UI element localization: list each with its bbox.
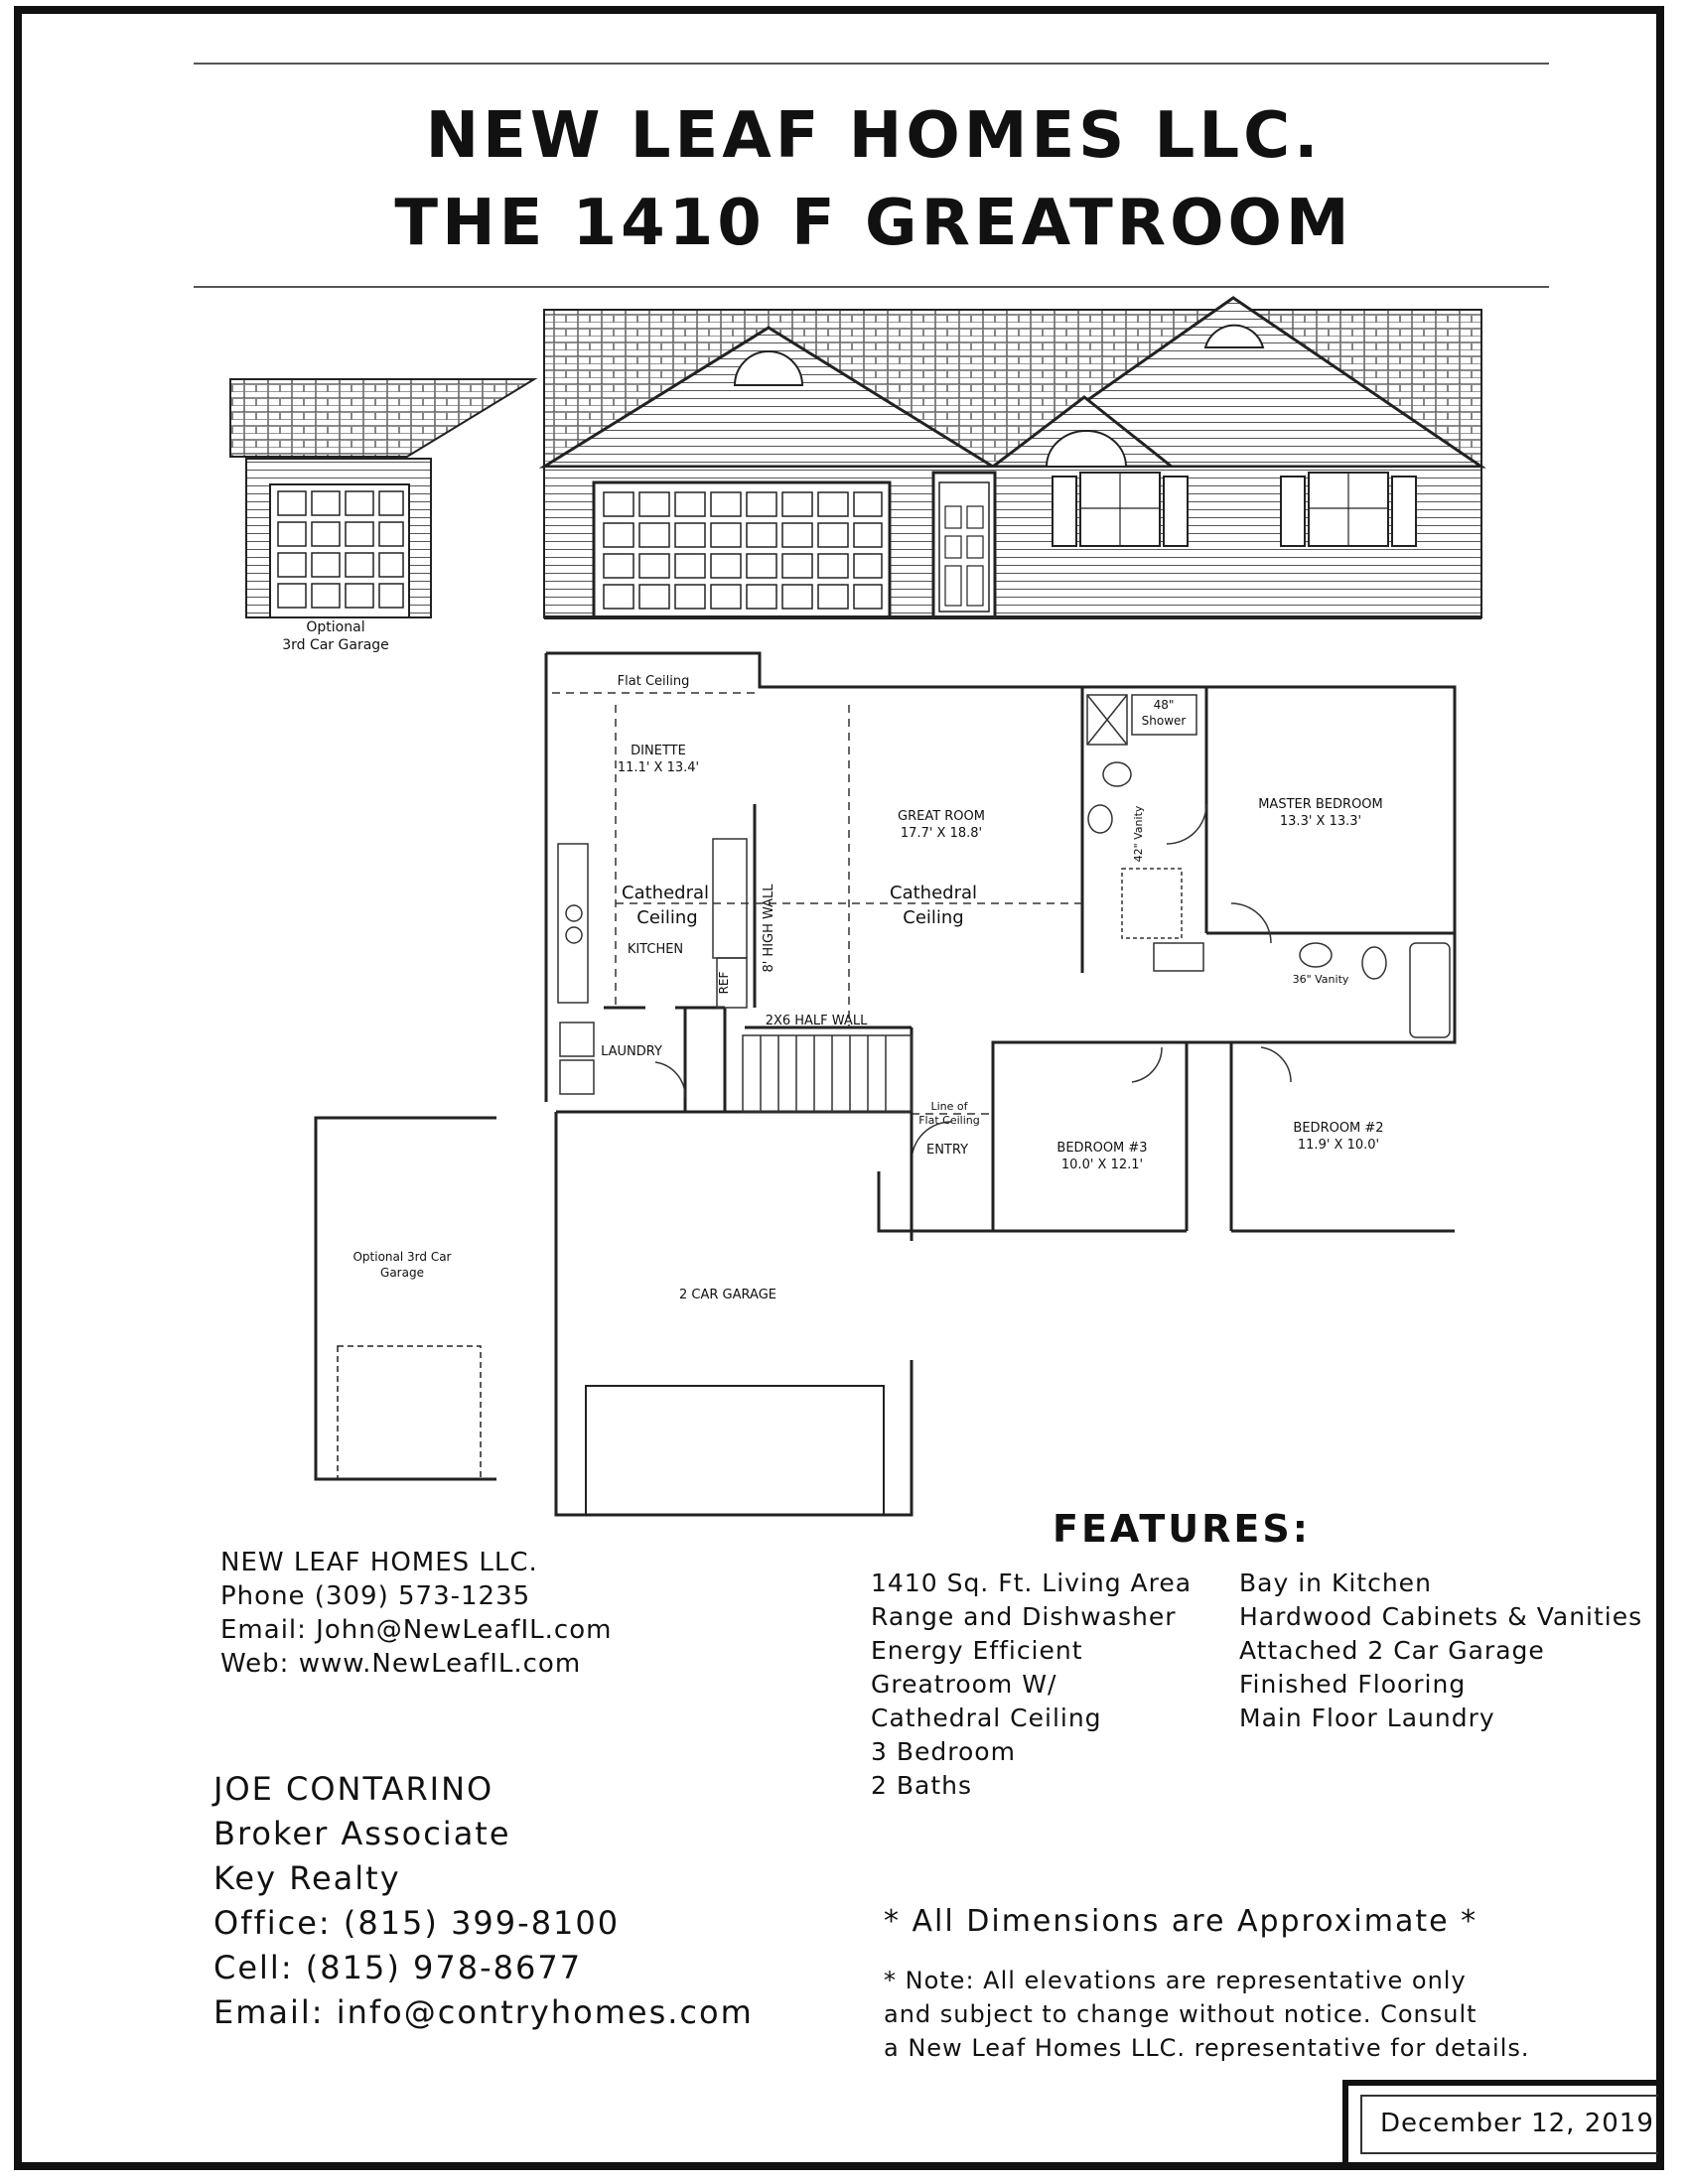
- bedroom-3-label: BEDROOM #3: [1056, 1141, 1148, 1156]
- agent-company: Key Realty: [213, 1859, 401, 1897]
- high-wall-label: 8' HIGH WALL: [762, 884, 776, 973]
- disclaimer-line: and subject to change without notice. Consult: [884, 2000, 1477, 2028]
- features-column-2: [1239, 1567, 1642, 1735]
- agent-role: Broker Associate: [213, 1815, 511, 1852]
- line-of-label: Line of: [930, 1100, 968, 1113]
- builder-phone: Phone (309) 573-1235: [220, 1581, 531, 1611]
- flat-ceiling-label: Flat Ceiling: [617, 674, 690, 689]
- vanity-36-label: 36" Vanity: [1292, 973, 1349, 986]
- feature-item: Bay in Kitchen: [1239, 1569, 1432, 1597]
- builder-contact: [220, 1546, 612, 1681]
- features-column-1: [871, 1567, 1192, 1803]
- optional-garage-label-2: Garage: [380, 1266, 424, 1280]
- floor-plan: [0, 645, 1688, 1539]
- builder-web: Web: www.NewLeafIL.com: [220, 1649, 582, 1679]
- feature-item: Attached 2 Car Garage: [1239, 1636, 1545, 1665]
- agent-name: JOE CONTARINO: [213, 1770, 494, 1808]
- front-elevation: [0, 288, 1688, 685]
- feature-item: Greatroom W/: [871, 1670, 1057, 1699]
- plan-title: THE 1410 F GREATROOM: [394, 187, 1353, 260]
- kitchen-label: KITCHEN: [627, 942, 684, 957]
- optional-garage-elevation: [230, 379, 534, 617]
- feature-item: Energy Efficient: [871, 1636, 1083, 1665]
- disclaimer-line: a New Leaf Homes LLC. representative for details.: [884, 2034, 1530, 2062]
- disclaimer-line: * Note: All elevations are representative only: [884, 1967, 1467, 1994]
- feature-item: 3 Bedroom: [871, 1737, 1016, 1766]
- dinette-label: DINETTE: [631, 744, 686, 758]
- dimensions-note: * All Dimensions are Approximate *: [884, 1904, 1478, 1939]
- date-label: December 12, 2019: [1360, 2095, 1658, 2154]
- feature-item: 2 Baths: [871, 1771, 972, 1800]
- agent-email: Email: info@contryhomes.com: [213, 1993, 754, 2031]
- dinette-dims: 11.1' X 13.4': [617, 760, 700, 775]
- great-room-label: GREAT ROOM: [898, 809, 985, 824]
- entry-label: ENTRY: [925, 1143, 969, 1158]
- bedroom-2-dims: 11.9' X 10.0': [1297, 1138, 1380, 1153]
- agent-office: Office: (815) 399-8100: [213, 1904, 621, 1942]
- elevation-3rd-car-label: 3rd Car Garage: [282, 637, 389, 653]
- line-of-flat-ceiling-label: Flat Ceiling: [918, 1114, 980, 1127]
- feature-item: Hardwood Cabinets & Vanities: [1239, 1602, 1643, 1631]
- vanity-42-label: 42" Vanity: [1132, 805, 1145, 863]
- feature-item: Range and Dishwasher: [871, 1602, 1177, 1631]
- optional-garage-label: Optional 3rd Car: [352, 1250, 452, 1264]
- feature-item: 1410 Sq. Ft. Living Area: [871, 1569, 1193, 1597]
- kitchen-cathedral-label: Cathedral: [622, 883, 709, 903]
- bedroom-3-dims: 10.0' X 12.1': [1060, 1158, 1144, 1172]
- greatroom-cathedral-label: Cathedral: [890, 883, 977, 903]
- master-bedroom-label: MASTER BEDROOM: [1258, 797, 1383, 812]
- agent-contact: [213, 1767, 754, 2035]
- shower-size-label: 48": [1153, 698, 1175, 712]
- builder-name: NEW LEAF HOMES LLC.: [220, 1548, 538, 1577]
- greatroom-ceiling-label: Ceiling: [903, 907, 964, 928]
- great-room-dims: 17.7' X 18.8': [900, 826, 983, 841]
- builder-email: Email: John@NewLeafIL.com: [220, 1615, 613, 1645]
- feature-item: Finished Flooring: [1239, 1670, 1467, 1699]
- features-heading: FEATURES:: [1053, 1507, 1311, 1551]
- elevation-optional-label: Optional: [306, 619, 365, 635]
- laundry-label: LAUNDRY: [601, 1044, 662, 1059]
- page-title: NEW LEAF HOMES LLC.: [425, 99, 1323, 173]
- two-car-garage-label: 2 CAR GARAGE: [679, 1288, 776, 1302]
- feature-item: Main Floor Laundry: [1239, 1704, 1495, 1732]
- ref-label: REF: [717, 971, 731, 995]
- kitchen-ceiling-label: Ceiling: [636, 907, 698, 928]
- half-wall-label: 2X6 HALF WALL: [765, 1014, 868, 1028]
- disclaimer: [884, 1964, 1530, 2065]
- feature-item: Cathedral Ceiling: [871, 1704, 1102, 1732]
- master-bedroom-dims: 13.3' X 13.3': [1279, 814, 1362, 829]
- top-rule: [194, 63, 1549, 65]
- shower-label: Shower: [1141, 714, 1187, 728]
- agent-cell: Cell: (815) 978-8677: [213, 1949, 583, 1986]
- bedroom-2-label: BEDROOM #2: [1293, 1121, 1384, 1136]
